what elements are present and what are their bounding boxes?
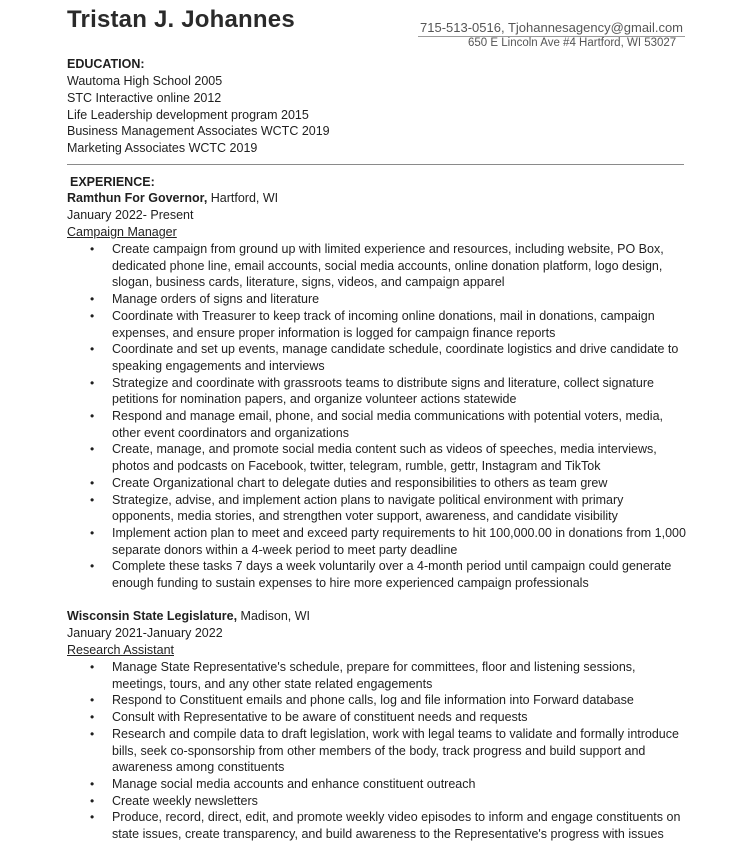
bullet-text: Complete these tasks 7 days a week voluntarily over a 4-month period until campaign could generate enough funding to sustain expenses to hire more experienced campaign professionals (112, 559, 672, 591)
bullet-text: Coordinate with Treasurer to keep track of incoming online donations, mail in donations, campaign expenses, and ensure proper information is logged for campaign finance reports (112, 308, 655, 340)
employer-location: Madison, WI (237, 609, 311, 623)
bullet-text: Manage social media accounts and enhance constituent outreach (112, 776, 476, 791)
job-entry (67, 190, 687, 592)
bullet-item (67, 341, 687, 374)
bullet-icon: • (90, 660, 95, 674)
bullet-item (67, 241, 687, 291)
bullet-icon: • (90, 726, 95, 741)
candidate-name: Tristan J. Johannes (67, 6, 295, 33)
bullet-icon: • (90, 693, 95, 708)
bullet-icon: • (90, 292, 95, 307)
bullet-item (67, 525, 687, 558)
bullet-item (67, 441, 687, 474)
bullet-icon: • (90, 375, 95, 390)
bullet-text: Research and compile data to draft legislation, work with legal teams to validate and formally introduce bills, seek co-sponsorship from other members of the body, track progress and build support and awareness among constituents (112, 726, 679, 775)
bullet-icon: • (90, 492, 95, 507)
bullet-icon: • (90, 342, 95, 357)
bullet-text: Manage State Representative's schedule, prepare for committees, floor and listening sessions, meetings, tours, and any other state related engagements (112, 660, 636, 691)
bullet-item (67, 776, 687, 793)
education-item: Wautoma High School 2005 (67, 74, 223, 88)
bullet-item (67, 692, 687, 709)
bullet-item (67, 709, 687, 726)
bullet-icon: • (90, 793, 95, 808)
bullet-item (67, 492, 687, 525)
employer-location: Hartford, WI (207, 191, 279, 205)
job-role: Research Assistant (67, 643, 174, 657)
employer-name: Ramthun For Governor, (67, 191, 208, 205)
bullet-item (67, 558, 687, 591)
bullet-icon: • (90, 409, 95, 424)
section-divider (67, 164, 684, 165)
experience-heading: EXPERIENCE: (70, 175, 155, 189)
bullet-text: Create campaign from ground up with limited experience and resources, including website, PO Box, dedicated phone line, email accounts, social media accounts, online donation platform, logo design, slogan, business cards, literature, signs, videos, and campaign apparel (112, 242, 664, 290)
job-dates: January 2022- Present (67, 208, 194, 222)
bullet-icon: • (90, 308, 95, 323)
bullet-text: Implement action plan to meet and exceed party requirements to hit 100,000.00 in donations from 1,000 separate donors within a 4-week period to meet party deadline (112, 525, 686, 557)
education-item: Marketing Associates WCTC 2019 (67, 141, 258, 156)
job-employer-line (67, 608, 687, 625)
bullet-text: Coordinate and set up events, manage candidate schedule, coordinate logistics and drive candidate to speaking engagements and interviews (112, 342, 679, 373)
bullet-text: Create weekly newsletters (112, 793, 258, 808)
job-bullets (67, 659, 687, 843)
bullet-item (67, 726, 687, 776)
employer-name: Wisconsin State Legislature, (67, 609, 238, 623)
job-bullets (67, 241, 687, 592)
bullet-item (67, 291, 687, 308)
education-item: Business Management Associates WCTC 2019 (67, 124, 330, 139)
education-item: STC Interactive online 2012 (67, 90, 222, 105)
bullet-icon: • (90, 810, 95, 825)
bullet-text: Consult with Representative to be aware of constituent needs and requests (112, 710, 528, 725)
job-entry (67, 608, 687, 843)
bullet-text: Create Organizational chart to delegate duties and responsibilities to others as team grew (112, 475, 608, 490)
bullet-icon: • (90, 475, 95, 490)
bullet-item (67, 375, 687, 408)
bullet-icon: • (90, 710, 95, 725)
bullet-item (67, 793, 687, 810)
bullet-icon: • (90, 242, 95, 256)
job-dates: January 2021-January 2022 (67, 626, 223, 640)
bullet-text: Produce, record, direct, edit, and promote weekly video episodes to inform and engage constituents on state issues, create transparency, and build awareness to the Representative's progress with issues (112, 810, 681, 842)
education-heading: EDUCATION: (67, 57, 145, 71)
bullet-item (67, 308, 687, 341)
bullet-item (67, 659, 687, 692)
address: 650 E Lincoln Ave #4 Hartford, WI 53027 (468, 37, 677, 49)
bullet-icon: • (90, 559, 95, 574)
bullet-item (67, 809, 687, 842)
education-list (67, 73, 330, 157)
bullet-item (67, 408, 687, 441)
bullet-item (67, 475, 687, 492)
bullet-icon: • (90, 776, 95, 791)
bullet-icon: • (90, 442, 95, 457)
bullet-text: Respond to Constituent emails and phone calls, log and file information into Forward database (112, 693, 634, 708)
job-employer-line (67, 190, 687, 207)
bullet-text: Respond and manage email, phone, and social media communications with potential voters, media, other event coordinators and organizations (112, 409, 664, 440)
contact-info: 715-513-0516, Tjohannesagency@gmail.com (420, 20, 684, 35)
bullet-text: Strategize, advise, and implement action plans to navigate political environment with primary opponents, media stories, and strengthen voter support, awareness, and candidate visibility (112, 492, 624, 524)
bullet-text: Create, manage, and promote social media content such as videos of speeches, media interviews, photos and podcasts on Facebook, twitter, telegram, rumble, gettr, Instagram and TikTok (112, 442, 657, 474)
bullet-icon: • (90, 525, 95, 540)
bullet-text: Strategize and coordinate with grassroots teams to distribute signs and literature, collect signature petitions for nomination papers, and organize volunteer actions statewide (112, 375, 654, 407)
job-role: Campaign Manager (67, 225, 177, 239)
bullet-text: Manage orders of signs and literature (112, 292, 320, 307)
education-item: Life Leadership development program 2015 (67, 107, 309, 122)
